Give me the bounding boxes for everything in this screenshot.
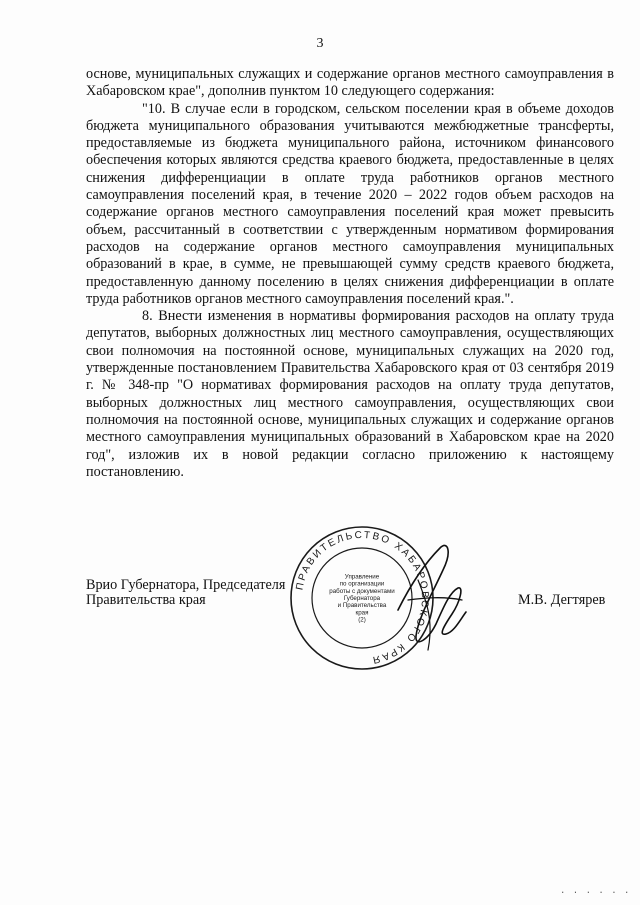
page-number: 3 xyxy=(316,36,324,51)
seal-center-line: и Правительства xyxy=(337,602,387,610)
seal-center-text xyxy=(329,573,395,623)
seal-center-line: по организации xyxy=(339,580,385,588)
paragraph-continuation: основе, муниципальных служащих и содержание органов местного самоуправления в Хабаровском крае", дополнив пунктом 10 следующего содержания: xyxy=(86,66,614,100)
seal-center-line: работы с документами xyxy=(329,587,395,595)
paragraph-item-8: 8. Внести изменения в нормативы формирования расходов на оплату труда депутатов, выборных должностных лиц местного самоуправления, осуществляющих свои полномочия на постоянной основе, муниципальных служащих на 2020 год, утвержденные постановлением Правительства Хабаровского края от 03 сентября 2019 г. № 348-пр "О нормативах формирования расходов на оплату труда депутатов, выборных должностных лиц местного самоуправления, осуществляющих свои полномочия на постоянной основе, муниципальных служащих и содержание органов местного самоуправления муниципальных образований в Хабаровском крае на 2020 год", изложив их в новой редакции согласно приложению к настоящему постановлению. xyxy=(86,308,614,480)
seal-center-line: (2) xyxy=(358,616,366,624)
seal-center-line: Губернатора xyxy=(343,595,381,602)
seal-center-line: Управление xyxy=(344,573,380,581)
signatory-position-line2: Правительства края xyxy=(86,592,206,608)
signatory-position xyxy=(86,578,285,608)
scan-artifact: · · · · · · xyxy=(560,888,631,898)
paragraph-point-10: "10. В случае если в городском, сельском поселении края в объеме доходов бюджета муниципального образования учитываются межбюджетные трансферты, предоставляемые из бюджета муниципального района, источником финансового обеспечения которых являются средства краевого бюджета, предоставленные в целях снижения дифференциации в оплате труда работников органов местного самоуправления поселений края, в течение 2020 – 2022 годов объем расходов на содержание органов местного самоуправления поселений края может превысить объем, рассчитанный в соответствии с утвержденным нормативом формирования расходов на содержание органов местного самоуправления муниципальных образований в крае, в сумме, не превышающей сумму средств краевого бюджета, предоставленную данному поселению в целях снижения дифференциации в оплате труда работников органов местного самоуправления поселений края.". xyxy=(86,100,614,307)
handwritten-signature xyxy=(388,540,468,660)
document-body xyxy=(86,66,614,481)
seal-center-line: края xyxy=(355,609,369,617)
signatory-name: М.В. Дегтярев xyxy=(518,592,606,608)
seal-ring-text: ПРАВИТЕЛЬСТВО ХАБАРОВСКОГО КРАЯ xyxy=(294,529,431,666)
signatory-position-line1: Врио Губернатора, Председателя xyxy=(86,577,286,593)
